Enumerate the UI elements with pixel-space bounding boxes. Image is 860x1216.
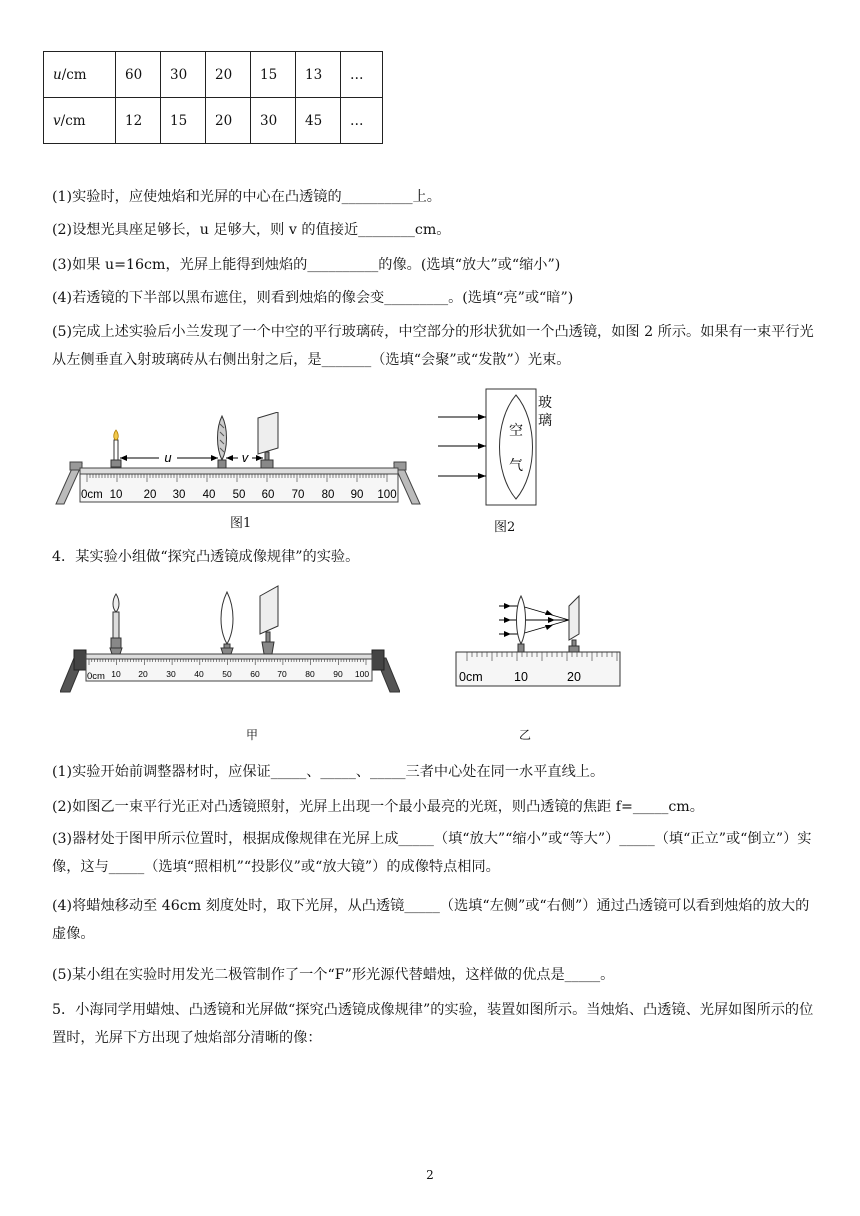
tick-label: 40: [194, 669, 204, 679]
q3-item-2: (2)设想光具座足够长，u 足够大，则 v 的值接近________cm。: [52, 222, 451, 238]
tick-label: 20: [138, 669, 148, 679]
data-table: [43, 51, 383, 144]
table-cell: 20: [206, 98, 251, 144]
tick-label: 0cm: [459, 670, 483, 684]
tick-label: 20: [567, 670, 581, 684]
tick-label: 60: [261, 489, 275, 501]
q4-item-2: (2)如图乙一束平行光正对凸透镜照射，光屏上出现一个最小最亮的光斑，则凸透镜的焦距 f=_____cm。: [52, 799, 704, 815]
table-header-cell: v/cm: [44, 98, 116, 144]
tick-label: 100: [354, 669, 370, 679]
table-cell: 13: [296, 52, 341, 98]
figure-1-caption: 图1: [230, 516, 252, 531]
tick-label: 100: [377, 489, 397, 501]
q4-item-5: (5)某小组在实验时用发光二极管制作了一个“F”形光源代替蜡烛，这样做的优点是_____。: [52, 967, 615, 983]
q3-item-1: (1)实验时，应使烛焰和光屏的中心在凸透镜的__________上。: [52, 189, 441, 205]
air-label-char: 气: [509, 457, 523, 473]
q4-item-3: (3)器材处于图甲所示位置时，根据成像规律在光屏上成_____（填“放大”“缩小”或“等大”）_____（填“正立”或“倒立”）实像，这与_____（选填“照相机”“投影仪”或“放大镜”）的成像特点相同。: [52, 831, 812, 875]
air-label-char: 空: [509, 422, 523, 438]
table-cell: …: [341, 52, 383, 98]
table-header-cell: u/cm: [44, 52, 116, 98]
table-row: [44, 98, 383, 144]
table-cell: 45: [296, 98, 341, 144]
figure-yi-caption: 乙: [519, 728, 532, 742]
table-cell: 12: [116, 98, 161, 144]
tick-label: 20: [143, 489, 157, 501]
table-cell: 15: [251, 52, 296, 98]
tick-label: 30: [172, 489, 186, 501]
table-cell: 20: [206, 52, 251, 98]
figure-jia-optical-bench: [60, 582, 400, 694]
table-cell: 30: [251, 98, 296, 144]
figure-jia-caption: 甲: [246, 728, 259, 742]
figure-2-caption: 图2: [494, 520, 516, 535]
table-cell: …: [341, 98, 383, 144]
v-label: v: [241, 450, 249, 465]
tick-label: 80: [305, 669, 315, 679]
tick-label: 10: [109, 489, 123, 501]
q3-item-4: (4)若透镜的下半部以黑布遮住，则看到烛焰的像会变_________。(选填“亮”或“暗”): [52, 290, 574, 306]
glass-label-char: 璃: [538, 412, 552, 428]
tick-label: 0cm: [81, 489, 103, 501]
tick-label: 50: [222, 669, 232, 679]
tick-label: 10: [111, 669, 121, 679]
q5-text: 5．小海同学用蜡烛、凸透镜和光屏做“探究凸透镜成像规律”的实验，装置如图所示。当烛焰、凸透镜、光屏如图所示的位置时，光屏下方出现了烛焰部分清晰的像：: [52, 1002, 814, 1046]
table-row: [44, 52, 383, 98]
table-cell: 30: [161, 52, 206, 98]
glass-label-char: 玻: [538, 394, 552, 410]
table-cell: 15: [161, 98, 206, 144]
q4-item-1: (1)实验开始前调整器材时，应保证_____、_____、_____三者中心处在同一水平直线上。: [52, 764, 605, 780]
q4-intro: 4．某实验小组做“探究凸透镜成像规律”的实验。: [52, 549, 360, 565]
tick-label: 70: [291, 489, 305, 501]
tick-label: 0cm: [87, 671, 105, 682]
q4-item-4: (4)将蜡烛移动至 46cm 刻度处时，取下光屏，从凸透镜_____（选填“左侧”或“右侧”）通过凸透镜可以看到烛焰的放大的虚像。: [52, 898, 810, 942]
tick-label: 40: [202, 489, 216, 501]
q3-item-5: (5)完成上述实验后小兰发现了一个中空的平行玻璃砖，中空部分的形状犹如一个凸透镜，如图 2 所示。如果有一束平行光从左侧垂直入射玻璃砖从右侧出射之后，是_______（选填“会聚”或“发散”）光束。: [52, 324, 814, 368]
tick-label: 10: [514, 670, 528, 684]
tick-label: 90: [350, 489, 364, 501]
page-number: 2: [426, 1168, 434, 1182]
tick-label: 50: [232, 489, 246, 501]
q3-item-3: (3)如果 u=16cm，光屏上能得到烛焰的__________的像。(选填“放大”或“缩小”): [52, 257, 561, 273]
tick-label: 70: [277, 669, 287, 679]
figure-2-glass-brick: [436, 387, 556, 515]
figure-yi-focal-length: [455, 590, 621, 690]
tick-label: 80: [321, 489, 335, 501]
tick-label: 60: [250, 669, 260, 679]
tick-label: 30: [166, 669, 176, 679]
table-cell: 60: [116, 52, 161, 98]
u-label: u: [164, 450, 172, 465]
tick-label: 90: [333, 669, 343, 679]
